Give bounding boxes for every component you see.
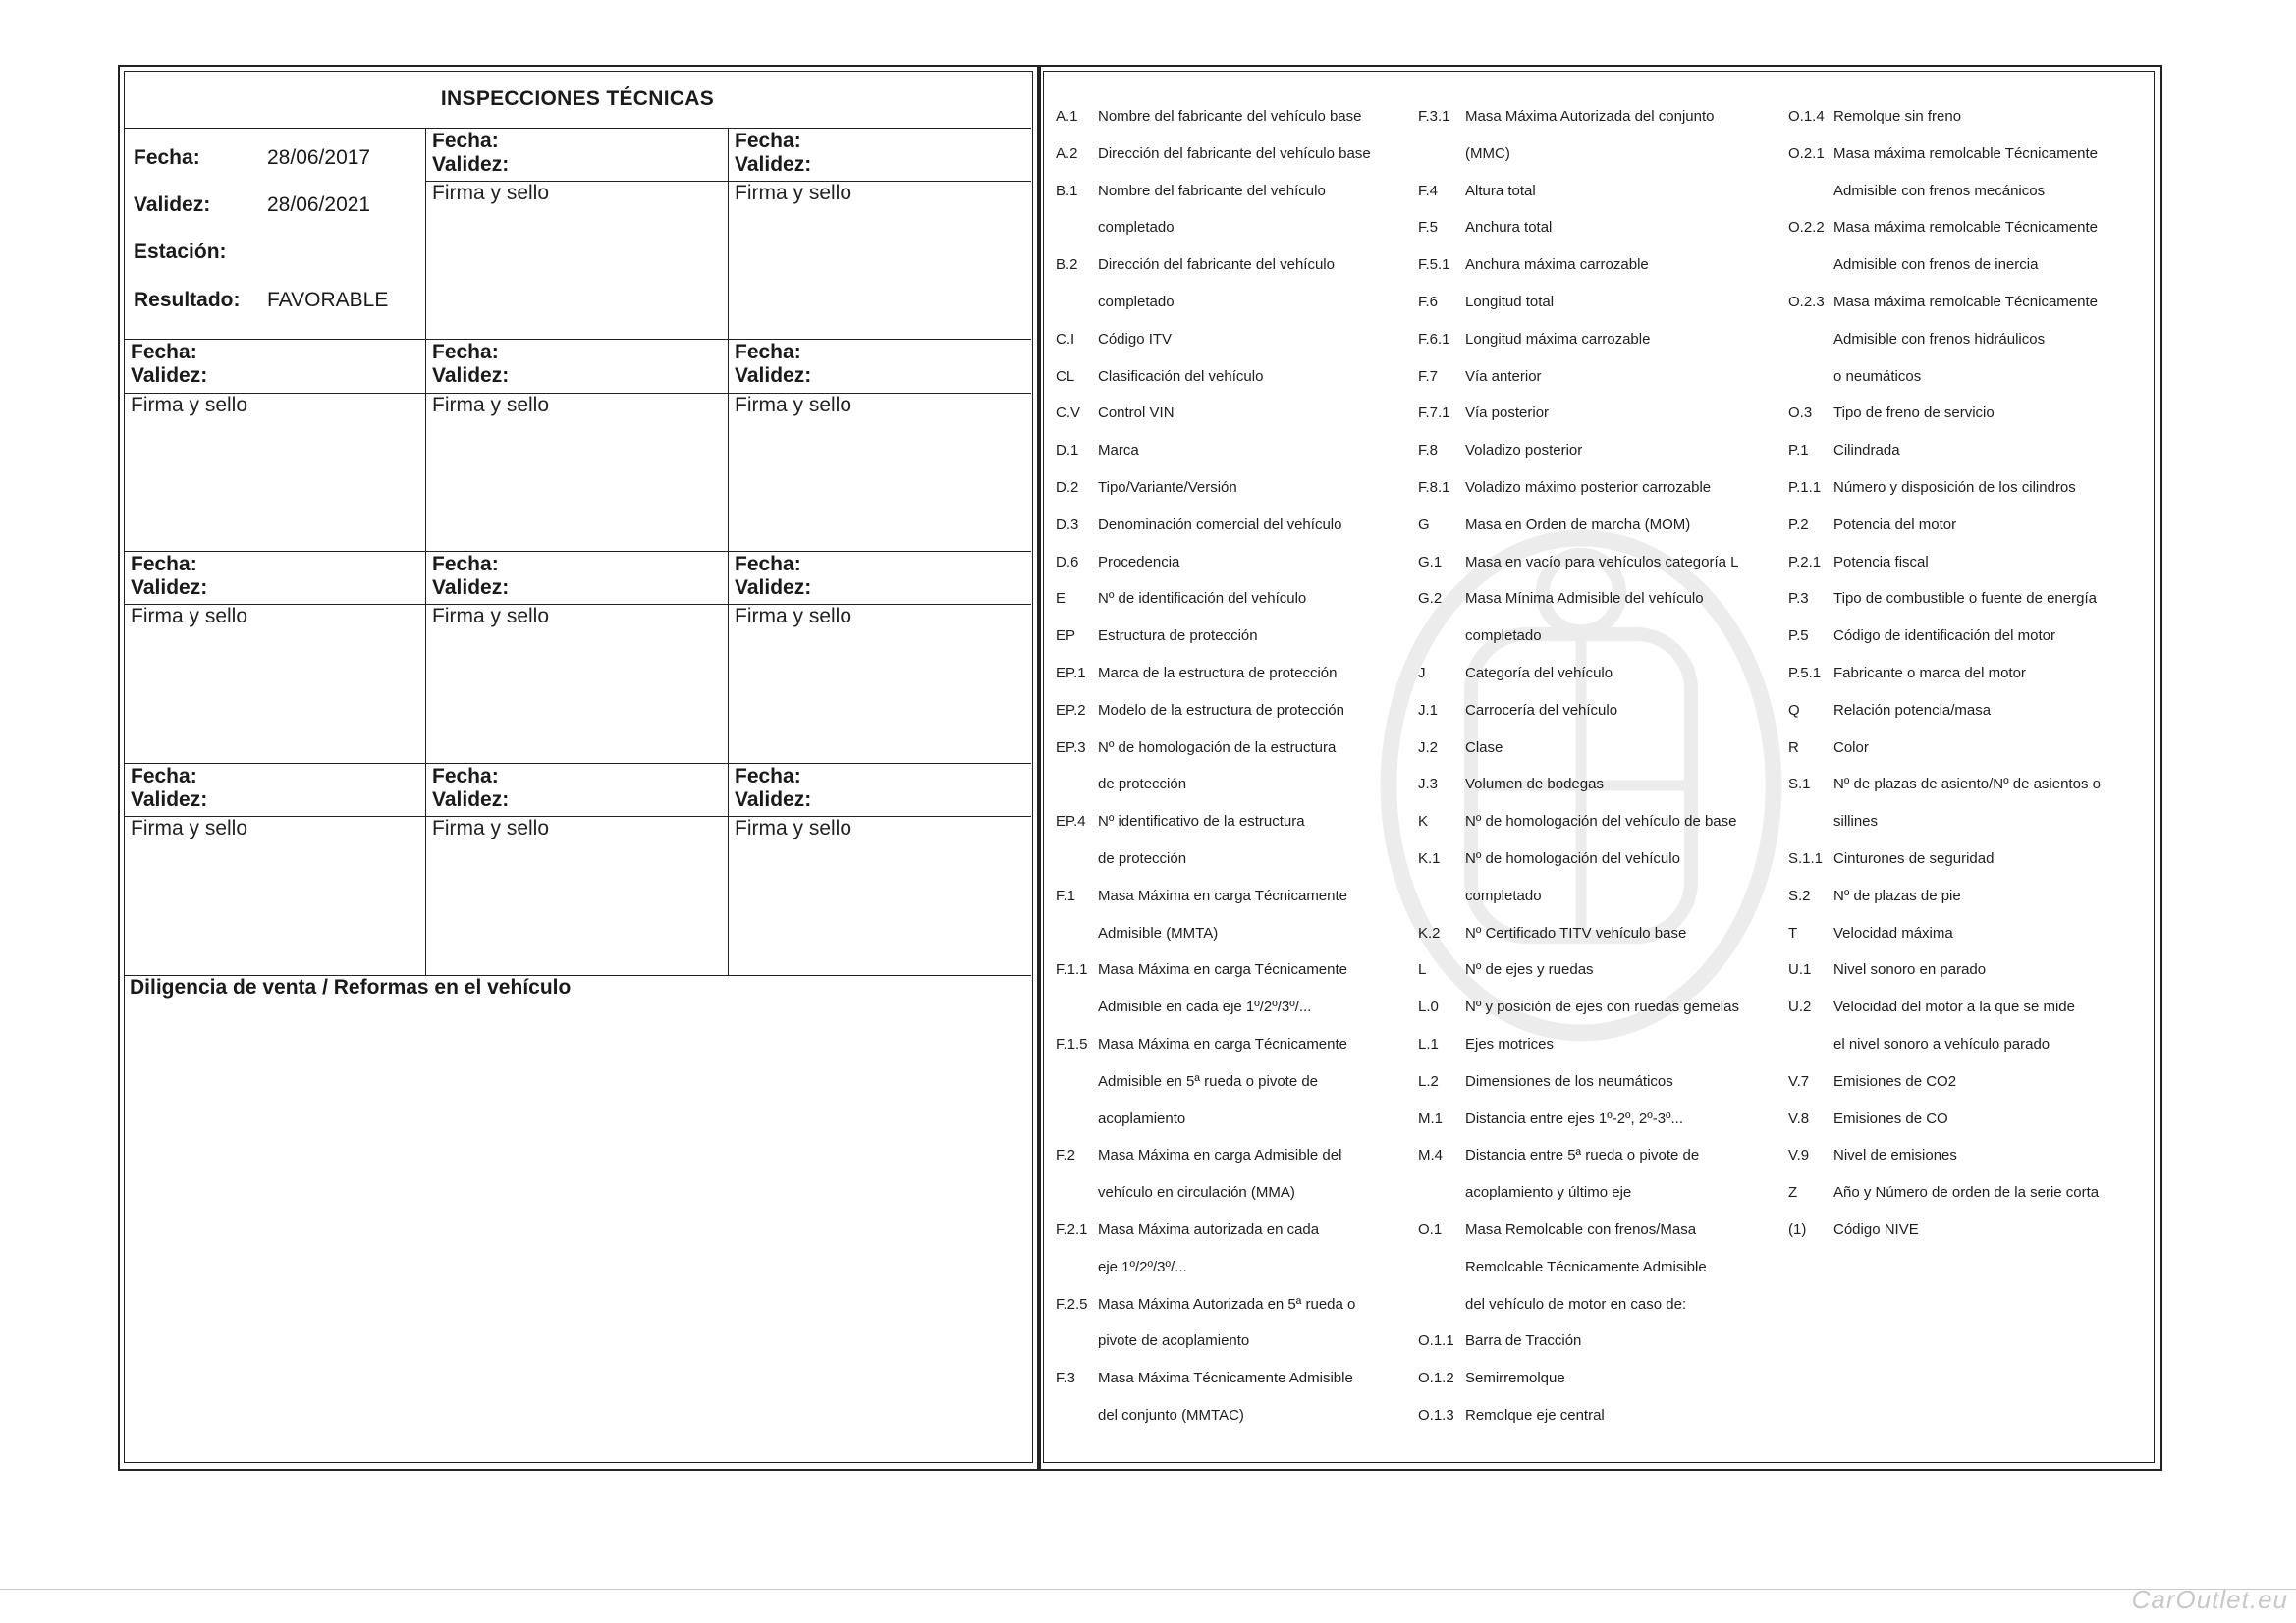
glossary-text: Longitud máxima carrozable: [1465, 330, 1651, 348]
glossary-text: del conjunto (MMTAC): [1098, 1407, 1244, 1424]
glossary-code: EP: [1056, 627, 1076, 645]
glossary-code: F.2.1: [1056, 1221, 1088, 1238]
glossary-text: Semirremolque: [1465, 1370, 1565, 1387]
cell-fecha-label: Fecha:: [735, 553, 801, 575]
glossary-text: Masa máxima remolcable Técnicamente: [1833, 294, 2098, 310]
glossary-code: J.3: [1418, 776, 1439, 793]
glossary-text: Código NIVE: [1833, 1221, 1919, 1238]
glossary-text: Dirección del fabricante del vehículo base: [1098, 144, 1371, 162]
glossary-text: Masa Remolcable con frenos/Masa: [1465, 1221, 1697, 1238]
glossary-text: Código ITV: [1098, 330, 1173, 348]
glossary-text: Potencia fiscal: [1833, 553, 1929, 570]
glossary-code: D.6: [1056, 553, 1079, 570]
glossary-text: eje 1º/2º/3º/...: [1098, 1258, 1187, 1275]
glossary-code: P.1.1: [1788, 479, 1822, 496]
glossary-text: Procedencia: [1098, 553, 1180, 570]
glossary-code: A.1: [1056, 108, 1078, 125]
cell-header-divider: [124, 604, 1031, 605]
cell-fecha-label: Fecha:: [735, 341, 801, 363]
glossary-code: O.1.4: [1788, 108, 1825, 125]
glossary-code: F.2: [1056, 1147, 1076, 1164]
glossary-code: F.6.1: [1418, 330, 1450, 348]
glossary-code: O.2.2: [1788, 219, 1825, 237]
glossary-code: E: [1056, 590, 1066, 608]
glossary-text: Tipo/Variante/Versión: [1098, 479, 1237, 496]
glossary-text: Masa máxima remolcable Técnicamente: [1833, 219, 2098, 237]
glossary-code: EP.2: [1056, 701, 1086, 719]
glossary-code: (1): [1788, 1221, 1807, 1238]
glossary-text: Marca de la estructura de protección: [1098, 665, 1338, 681]
glossary-code: R: [1788, 738, 1799, 756]
glossary-text: completado: [1098, 294, 1175, 310]
glossary-text: Cinturones de seguridad: [1833, 850, 1995, 867]
validez-label: Validez:: [134, 193, 211, 216]
cell-firma-label: Firma y sello: [735, 817, 852, 839]
glossary-text: Distancia entre 5ª rueda o pivote de: [1465, 1147, 1700, 1164]
glossary-text: Masa Mínima Admisible del vehículo: [1465, 590, 1704, 608]
column-divider: [728, 128, 729, 339]
glossary-text: completado: [1465, 627, 1542, 645]
cell-fecha-label: Fecha:: [131, 341, 197, 363]
glossary-text: Vía anterior: [1465, 367, 1542, 385]
glossary-text: Tipo de combustible o fuente de energía: [1833, 590, 2097, 608]
glossary-code: G.1: [1418, 553, 1443, 570]
column-divider: [425, 763, 426, 975]
glossary-text: Voladizo máximo posterior carrozable: [1465, 479, 1712, 496]
glossary-text: del vehículo de motor en caso de:: [1465, 1295, 1687, 1313]
glossary-code: M.1: [1418, 1109, 1444, 1127]
glossary-code: F.8: [1418, 442, 1439, 460]
fecha-value: 28/06/2017: [267, 146, 371, 169]
glossary-code: P.3: [1788, 590, 1809, 608]
glossary-text: Admisible (MMTA): [1098, 924, 1219, 942]
glossary-text: Voladizo posterior: [1465, 442, 1583, 460]
glossary-text: Remolcable Técnicamente Admisible: [1465, 1258, 1707, 1275]
glossary-code: U.1: [1788, 961, 1812, 979]
glossary-code: G.2: [1418, 590, 1443, 608]
glossary-text: Clase: [1465, 738, 1503, 756]
glossary-code: V.8: [1788, 1109, 1810, 1127]
glossary-code: A.2: [1056, 144, 1078, 162]
glossary-text: Código de identificación del motor: [1833, 627, 2055, 645]
glossary-text: Anchura máxima carrozable: [1465, 256, 1649, 274]
glossary-code: L.2: [1418, 1072, 1439, 1090]
glossary-text: Dimensiones de los neumáticos: [1465, 1072, 1673, 1090]
fecha-label: Fecha:: [134, 146, 200, 169]
glossary-code: M.4: [1418, 1147, 1444, 1164]
glossary-text: Nº de homologación del vehículo de base: [1465, 813, 1737, 831]
column-divider: [425, 551, 426, 763]
glossary-code: J: [1418, 665, 1426, 681]
cell-firma-label: Firma y sello: [432, 182, 550, 204]
cell-firma-label: Firma y sello: [432, 394, 550, 416]
glossary-code: F.5: [1418, 219, 1439, 237]
glossary-text: pivote de acoplamiento: [1098, 1332, 1250, 1350]
glossary-code: D.3: [1056, 515, 1079, 533]
glossary-code: F.3.1: [1418, 108, 1450, 125]
glossary-code: O.1.2: [1418, 1370, 1454, 1387]
glossary-text: Tipo de freno de servicio: [1833, 405, 1995, 422]
glossary-code: O.1.1: [1418, 1332, 1454, 1350]
glossary-text: Modelo de la estructura de protección: [1098, 701, 1344, 719]
row-divider: [124, 763, 1031, 764]
glossary-text: Remolque sin freno: [1833, 108, 1962, 125]
glossary-text: Emisiones de CO2: [1833, 1072, 1957, 1090]
glossary-text: Nombre del fabricante del vehículo base: [1098, 108, 1362, 125]
glossary-text: Nº de identificación del vehículo: [1098, 590, 1307, 608]
glossary-text: Admisible en cada eje 1º/2º/3º/...: [1098, 999, 1312, 1016]
glossary-code: K.2: [1418, 924, 1441, 942]
glossary-text: Nº de plazas de asiento/Nº de asientos o: [1833, 776, 2101, 793]
glossary-text: Año y Número de orden de la serie corta: [1833, 1184, 2100, 1202]
estacion-label: Estación:: [134, 241, 227, 263]
row-divider: [124, 551, 1031, 552]
glossary-code: J.1: [1418, 701, 1439, 719]
resultado-label: Resultado:: [134, 289, 241, 311]
cell-firma-label: Firma y sello: [131, 394, 248, 416]
glossary-text: Altura total: [1465, 182, 1536, 199]
glossary-code: F.8.1: [1418, 479, 1450, 496]
cell-validez-label: Validez:: [432, 788, 510, 811]
glossary-code: P.5.1: [1788, 665, 1822, 681]
glossary-code: F.5.1: [1418, 256, 1450, 274]
column-divider: [728, 551, 729, 763]
glossary-text: Clasificación del vehículo: [1098, 367, 1264, 385]
glossary-code: P.2: [1788, 515, 1809, 533]
glossary-code: O.2.3: [1788, 294, 1825, 310]
glossary-code: O.1: [1418, 1221, 1443, 1238]
glossary-code: T: [1788, 924, 1798, 942]
glossary-code: P.2.1: [1788, 553, 1822, 570]
column-divider: [728, 339, 729, 551]
glossary-text: Nº de homologación de la estructura: [1098, 738, 1337, 756]
glossary-code: CL: [1056, 367, 1075, 385]
cell-firma-label: Firma y sello: [735, 605, 852, 627]
diligencia-label: Diligencia de venta / Reformas en el vehículo: [130, 976, 572, 999]
cell-validez-label: Validez:: [735, 364, 812, 387]
glossary-text: Longitud total: [1465, 294, 1555, 310]
cell-firma-label: Firma y sello: [432, 817, 550, 839]
glossary-text: Marca: [1098, 442, 1139, 460]
glossary-text: Fabricante o marca del motor: [1833, 665, 2026, 681]
glossary-code: EP.1: [1056, 665, 1086, 681]
glossary-code: K: [1418, 813, 1429, 831]
glossary-text: Velocidad máxima: [1833, 924, 1953, 942]
glossary-text: Nº identificativo de la estructura: [1098, 813, 1305, 831]
cell-validez-label: Validez:: [735, 788, 812, 811]
glossary-code: B.1: [1056, 182, 1078, 199]
glossary-text: Masa Máxima en carga Admisible del: [1098, 1147, 1342, 1164]
cell-firma-label: Firma y sello: [131, 817, 248, 839]
glossary-text: Masa en Orden de marcha (MOM): [1465, 515, 1691, 533]
glossary-text: Admisible con frenos de inercia: [1833, 256, 2039, 274]
glossary-text: Nº de homologación del vehículo: [1465, 850, 1680, 867]
glossary-text: Volumen de bodegas: [1465, 776, 1604, 793]
glossary-code: V.7: [1788, 1072, 1810, 1090]
cell-fecha-label: Fecha:: [131, 765, 197, 787]
glossary-text: Nº y posición de ejes con ruedas gemelas: [1465, 999, 1739, 1016]
cell-validez-label: Validez:: [432, 364, 510, 387]
cell-fecha-label: Fecha:: [432, 130, 499, 152]
glossary-code: O.2.1: [1788, 144, 1825, 162]
cell-validez-label: Validez:: [131, 576, 208, 599]
glossary-text: de protección: [1098, 776, 1187, 793]
glossary-text: Nombre del fabricante del vehículo: [1098, 182, 1326, 199]
glossary-text: Nivel sonoro en parado: [1833, 961, 1987, 979]
glossary-code: F.4: [1418, 182, 1439, 199]
cell-fecha-label: Fecha:: [432, 765, 499, 787]
glossary-text: Control VIN: [1098, 405, 1175, 422]
glossary-text: sillines: [1833, 813, 1879, 831]
glossary-text: Masa Máxima Técnicamente Admisible: [1098, 1370, 1353, 1387]
glossary-code: F.1.1: [1056, 961, 1088, 979]
glossary-code: C.V: [1056, 405, 1081, 422]
glossary-code: B.2: [1056, 256, 1078, 274]
glossary-text: el nivel sonoro a vehículo parado: [1833, 1036, 2050, 1053]
glossary-code: D.2: [1056, 479, 1079, 496]
glossary-text: Masa Máxima Autorizada del conjunto: [1465, 108, 1715, 125]
cell-fecha-label: Fecha:: [131, 553, 197, 575]
glossary-text: Masa Máxima en carga Técnicamente: [1098, 961, 1348, 979]
cell-fecha-label: Fecha:: [735, 130, 801, 152]
glossary-text: completado: [1098, 219, 1175, 237]
glossary-text: Categoría del vehículo: [1465, 665, 1613, 681]
glossary-text: Masa en vacío para vehículos categoría L: [1465, 553, 1739, 570]
column-divider: [425, 339, 426, 551]
glossary-code: P.5: [1788, 627, 1809, 645]
glossary-text: Anchura total: [1465, 219, 1553, 237]
glossary-code: F.7: [1418, 367, 1439, 385]
glossary-code: S.1.1: [1788, 850, 1824, 867]
glossary-text: Potencia del motor: [1833, 515, 1957, 533]
glossary-text: Nivel de emisiones: [1833, 1147, 1957, 1164]
glossary-text: Admisible con frenos mecánicos: [1833, 182, 2046, 199]
glossary-text: Nº de plazas de pie: [1833, 887, 1961, 904]
row-divider: [124, 339, 1031, 340]
glossary-text: Masa máxima remolcable Técnicamente: [1833, 144, 2098, 162]
inspecciones-inner-frame: [124, 71, 1033, 1463]
glossary-code: G: [1418, 515, 1430, 533]
glossary-code: J.2: [1418, 738, 1439, 756]
glossary-text: Distancia entre ejes 1º-2º, 2º-3º...: [1465, 1109, 1684, 1127]
glossary-code: D.1: [1056, 442, 1079, 460]
glossary-text: Dirección del fabricante del vehículo: [1098, 256, 1335, 274]
glossary-code: K.1: [1418, 850, 1441, 867]
glossary-code: F.2.5: [1056, 1295, 1088, 1313]
glossary-code: P.1: [1788, 442, 1809, 460]
glossary-text: acoplamiento: [1098, 1109, 1186, 1127]
glossary-text: o neumáticos: [1833, 367, 1922, 385]
glossary-text: Masa Máxima en carga Técnicamente: [1098, 887, 1348, 904]
glossary-text: vehículo en circulación (MMA): [1098, 1184, 1295, 1202]
glossary-text: Relación potencia/masa: [1833, 701, 1992, 719]
glossary-text: Masa Máxima autorizada en cada: [1098, 1221, 1320, 1238]
column-divider: [425, 128, 426, 339]
cell-validez-label: Validez:: [432, 153, 510, 176]
glossary-code: O.3: [1788, 405, 1813, 422]
cell-firma-label: Firma y sello: [735, 182, 852, 204]
glossary-text: Carrocería del vehículo: [1465, 701, 1618, 719]
cell-firma-label: Firma y sello: [432, 605, 550, 627]
glossary-code: S.2: [1788, 887, 1811, 904]
glossary-text: Ejes motrices: [1465, 1036, 1555, 1053]
glossary-code: C.I: [1056, 330, 1075, 348]
page-bottom-rule: [0, 1589, 2296, 1590]
glossary-code: U.2: [1788, 999, 1812, 1016]
page-title: INSPECCIONES TÉCNICAS: [440, 87, 715, 110]
glossary-code: EP.3: [1056, 738, 1086, 756]
glossary-text: Nº de ejes y ruedas: [1465, 961, 1594, 979]
cell-header-divider: [124, 393, 1031, 394]
glossary-text: Color: [1833, 738, 1869, 756]
glossary-text: Número y disposición de los cilindros: [1833, 479, 2076, 496]
cell-header-divider: [124, 816, 1031, 817]
cell-validez-label: Validez:: [131, 788, 208, 811]
glossary-code: Q: [1788, 701, 1800, 719]
cell-fecha-label: Fecha:: [432, 553, 499, 575]
glossary-code: L.1: [1418, 1036, 1439, 1053]
glossary-text: Estructura de protección: [1098, 627, 1258, 645]
column-divider: [728, 763, 729, 975]
glossary-code: EP.4: [1056, 813, 1086, 831]
cell-validez-label: Validez:: [735, 576, 812, 599]
glossary-text: completado: [1465, 887, 1542, 904]
cell-validez-label: Validez:: [735, 153, 812, 176]
cell-validez-label: Validez:: [432, 576, 510, 599]
title-divider: [124, 128, 1031, 129]
glossary-text: Vía posterior: [1465, 405, 1550, 422]
glossary-text: acoplamiento y último eje: [1465, 1184, 1632, 1202]
glossary-text: Nº Certificado TITV vehículo base: [1465, 924, 1687, 942]
glossary-code: V.9: [1788, 1147, 1810, 1164]
cell-firma-label: Firma y sello: [131, 605, 248, 627]
glossary-code: S.1: [1788, 776, 1811, 793]
glossary-text: Admisible con frenos hidráulicos: [1833, 330, 2046, 348]
glossary-code: F.1: [1056, 887, 1076, 904]
glossary-text: Masa Máxima en carga Técnicamente: [1098, 1036, 1348, 1053]
resultado-value: FAVORABLE: [267, 289, 389, 311]
glossary-code: F.1.5: [1056, 1036, 1088, 1053]
glossary-code: F.3: [1056, 1370, 1076, 1387]
validez-value: 28/06/2021: [267, 193, 371, 216]
caroutlet-watermark: CarOutlet.eu: [2131, 1585, 2288, 1614]
glossary-code: Z: [1788, 1184, 1798, 1202]
cell-fecha-label: Fecha:: [735, 765, 801, 787]
glossary-text: de protección: [1098, 850, 1187, 867]
cell-fecha-label: Fecha:: [432, 341, 499, 363]
cell-validez-label: Validez:: [131, 364, 208, 387]
glossary-code: L.0: [1418, 999, 1439, 1016]
glossary-text: Admisible en 5ª rueda o pivote de: [1098, 1072, 1319, 1090]
glossary-text: Cilindrada: [1833, 442, 1900, 460]
glossary-code: O.1.3: [1418, 1407, 1454, 1424]
glossary-text: Velocidad del motor a la que se mide: [1833, 999, 2075, 1016]
glossary-text: Denominación comercial del vehículo: [1098, 515, 1342, 533]
glossary-code: F.6: [1418, 294, 1439, 310]
glossary-code: L: [1418, 961, 1427, 979]
glossary-text: (MMC): [1465, 144, 1510, 162]
glossary-text: Emisiones de CO: [1833, 1109, 1948, 1127]
glossary-text: Remolque eje central: [1465, 1407, 1605, 1424]
glossary-text: Barra de Tracción: [1465, 1332, 1582, 1350]
cell-firma-label: Firma y sello: [735, 394, 852, 416]
glossary-text: Masa Máxima Autorizada en 5ª rueda o: [1098, 1295, 1356, 1313]
glossary-code: F.7.1: [1418, 405, 1450, 422]
